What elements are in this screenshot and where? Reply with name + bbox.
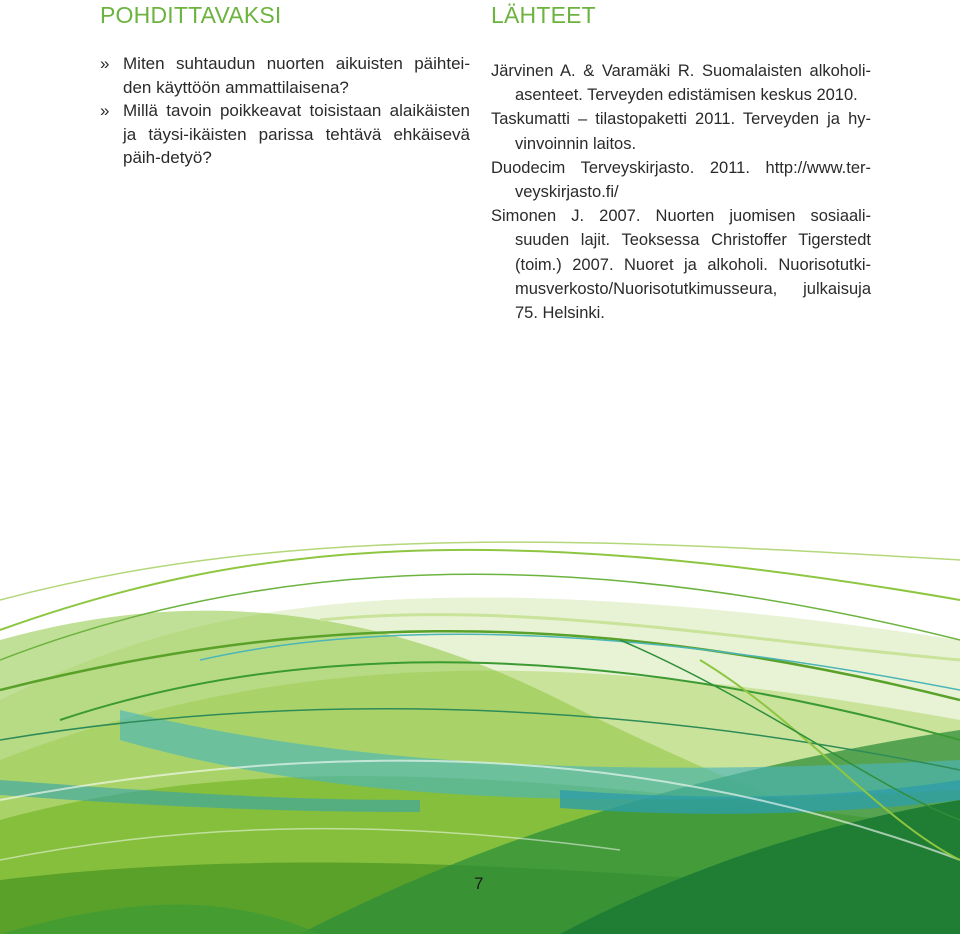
bullet-icon: »	[100, 54, 110, 73]
reference-item: Duodecim Terveyskirjasto. 2011. http://www.ter-veyskirjasto.fi/	[491, 158, 871, 202]
reference-list	[491, 59, 871, 325]
list-item	[100, 99, 470, 170]
reflection-section	[100, 0, 470, 170]
bullet-icon: »	[100, 101, 110, 120]
reflection-heading: POHDITTAVAKSI	[100, 2, 282, 28]
sources-heading: LÄHTEET	[491, 2, 596, 28]
list-item	[100, 52, 470, 99]
question-list	[100, 52, 470, 170]
question-text: Millä tavoin poikkeavat toisistaan alaikäisten ja täysi-ikäisten parissa tehtävä ehkäisevä päih-detyö?	[123, 101, 470, 167]
page-number: 7	[474, 874, 484, 893]
sources-section	[491, 0, 871, 325]
question-text: Miten suhtaudun nuorten aikuisten päihtei-den käyttöön ammattilaisena?	[123, 54, 470, 97]
reference-item: Järvinen A. & Varamäki R. Suomalaisten alkoholi-asenteet. Terveyden edistämisen keskus 2010.	[491, 62, 871, 105]
reference-item: Taskumatti – tilastopaketti 2011. Terveyden ja hy-vinvoinnin laitos.	[491, 110, 871, 153]
reference-item: Simonen J. 2007. Nuorten juomisen sosiaali-suuden lajit. Teoksessa Christoffer Tigerstedt (toim.) 2007. Nuoret ja alkoholi. Nuorisotutki-musverkosto/Nuorisotutkimusseura, julkaisuja 75. Helsinki.	[491, 207, 871, 323]
